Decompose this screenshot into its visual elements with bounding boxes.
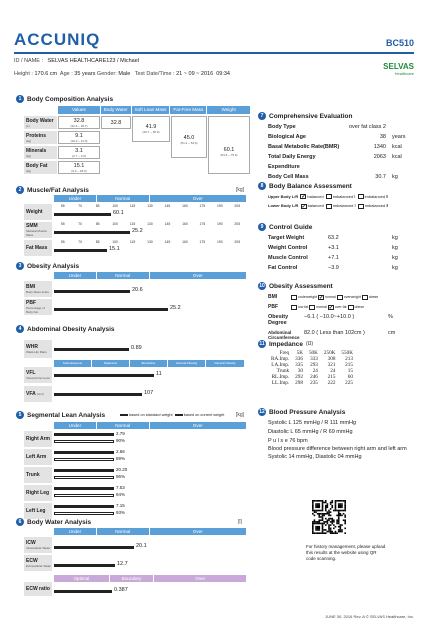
impedance-cell: 215 <box>345 362 353 368</box>
impedance-cell: 215 <box>327 374 336 380</box>
segment-kg-value: 2.66 <box>116 449 125 454</box>
id-label: ID / NAME : <box>14 58 44 64</box>
section-title: Segmental Lean Analysis <box>27 411 106 419</box>
weight-range: (54.6 ~ 75.6) <box>220 153 238 157</box>
test-value: 21 ~ 09 ~ 2016 <box>176 71 214 77</box>
slm-value: 41.9 <box>145 124 157 130</box>
segment-bar-current <box>54 512 114 515</box>
segmental-legend: based on standard weight based on current weight <box>120 413 224 417</box>
bp-systolic: Systolic L 125 mmHg / R 111 mmHg <box>268 420 356 426</box>
impedance-cell: 213 <box>345 356 353 362</box>
water-value: 12.7 <box>117 561 128 567</box>
impedance-cell: RA.Imp. <box>271 356 290 362</box>
impedance-cell: 246 <box>310 374 318 380</box>
obesity-bar-area <box>54 281 246 297</box>
balance-upper: Upper Body L/R ✔ balanced imbalanced Ⅰ imbalanced Ⅱ <box>258 194 414 199</box>
segment-kg-value: 7.53 <box>116 485 125 490</box>
age-unit: years <box>81 71 96 77</box>
impedance-cell: 24 <box>330 368 336 374</box>
comp-unit: kcal <box>392 154 402 160</box>
control-unit: kg <box>392 265 398 271</box>
segmental-unit: [kg] <box>236 412 245 418</box>
impedance-cell: 336 <box>295 356 303 362</box>
comp-label: Biological Age <box>268 134 306 140</box>
muscle-fat-bar-area <box>54 204 246 220</box>
segment-bar-standard <box>54 505 114 508</box>
segment-percent-value: 96% <box>116 474 126 479</box>
muscle-fat-value: 25.2 <box>132 228 143 234</box>
vfa-value: 107 <box>144 390 154 396</box>
water-unit: [l] <box>238 519 242 525</box>
comp-row <box>268 122 414 132</box>
obesity-bar-area <box>54 299 246 315</box>
water-row <box>24 537 246 553</box>
section-title: Obesity Analysis <box>27 262 80 270</box>
weight-value: 60.1 <box>223 147 235 153</box>
ecw-ratio-label: ECW ratio <box>24 582 52 596</box>
section-number: 2 <box>16 186 24 194</box>
comp-unit: years <box>392 134 406 140</box>
obesity-value: 25.2 <box>170 305 181 311</box>
obesity-bar <box>54 308 168 311</box>
impedance-cell: 308 <box>327 356 336 362</box>
control-label: Muscle Control <box>268 255 308 261</box>
body-comp-row-value: 3.1 (2.7 ~ 3.6) <box>58 146 100 159</box>
balance-lower: Lower Body L/R ✔ balanced imbalanced Ⅰ imbalanced Ⅱ <box>258 203 414 208</box>
segment-bar-current <box>54 494 114 497</box>
control-row <box>268 233 414 243</box>
vfa-row <box>24 386 246 402</box>
whr-value: 0.89 <box>131 345 142 351</box>
test-label: Test Date/Time : <box>134 71 175 77</box>
qr-code <box>312 500 346 534</box>
zone-over: Over <box>150 272 246 279</box>
segment-kg-value: 7.15 <box>116 503 125 508</box>
header-rule <box>14 52 414 54</box>
impedance-cell: 225 <box>345 380 353 386</box>
segment-row <box>24 449 246 465</box>
whr-bar-area <box>54 340 246 358</box>
control-label: Target Weight <box>268 235 305 241</box>
upper-balanced-checkbox[interactable] <box>300 194 306 199</box>
body-comp-row <box>24 161 100 174</box>
comp-label: Basal Metabolic Rate(BMR) <box>268 144 340 150</box>
impedance-cell: 15 <box>347 368 353 374</box>
comp-row <box>268 132 414 142</box>
ffm-value: 45.0 <box>183 135 195 141</box>
segment-bar-area <box>54 431 246 447</box>
section-comprehensive-title: 7 Comprehensive Evaluation <box>258 112 414 120</box>
impedance-cell: 235 <box>310 380 318 386</box>
water-row <box>24 555 246 571</box>
segment-bar-current <box>54 476 114 479</box>
footer-text: JUNE 30, 2016 Rev. A © SELVAS Healthcare, Inc. <box>325 614 414 619</box>
control-value: +3.1 <box>328 245 339 251</box>
muscle-fat-label: Fat Mass <box>24 240 52 256</box>
comp-unit <box>392 122 414 132</box>
impedance-cell: 293 <box>310 362 318 368</box>
impedance-table <box>268 350 356 386</box>
segment-label: Left Arm <box>24 449 52 465</box>
vfa-label: VFA (cm²) <box>24 386 52 402</box>
height-unit: cm <box>49 71 58 77</box>
muscle-fat-bar-area <box>54 240 246 256</box>
body-comp-row-label: Body Water (L) <box>24 116 57 129</box>
segmental-chart <box>24 422 246 519</box>
impedance-header: 5K <box>296 350 303 356</box>
section-muscle-fat-title <box>16 186 89 194</box>
zone-over: Over <box>150 195 246 202</box>
impedance-header: 50K <box>308 350 318 356</box>
water-chart: Under Normal Over ICW Intracellular Water 20.1 ECW Extracellular Water 12.7 Optimal Boundary Over ECW ratio 0.387 <box>24 528 246 596</box>
segment-bar-current <box>54 458 114 461</box>
obesity-bar <box>54 290 130 293</box>
zone-header: Under Normal Over <box>54 422 246 429</box>
zone-header <box>54 195 246 202</box>
section-title: Body Water Analysis <box>27 518 92 526</box>
brand-selvas <box>383 62 414 76</box>
section-obesity-title <box>16 262 79 270</box>
gender-value: Male <box>118 71 131 77</box>
segment-row <box>24 467 246 483</box>
segment-bar-standard <box>54 487 114 490</box>
obesity-label: BMI Body Mass Index <box>24 281 52 297</box>
obesity-value: 20.6 <box>132 287 143 293</box>
control-value: 63.2 <box>328 235 339 241</box>
id-value: SELVAS HEALTHCARE123 / Michael <box>47 58 140 64</box>
vfl-value: 11 <box>156 371 162 377</box>
ecw-ratio-value: 0.387 <box>114 587 128 593</box>
col-values: Values <box>58 106 100 114</box>
section-title: Abdominal Obesity Analysis <box>27 325 115 333</box>
muscle-fat-bar-area <box>54 222 246 238</box>
impedance-cell: RL.Imp. <box>271 374 290 380</box>
whr-label: WHR Waist-Hip Ratio <box>24 340 52 358</box>
vfl-bar <box>54 374 154 377</box>
segment-bar-area <box>54 449 246 465</box>
control-section: 9 Control Guide Target Weight 63.2 kg Weight Control +3.1 kg Muscle Control +7.1 kg Fat Control −3.9 kg <box>258 223 414 273</box>
segment-row <box>24 503 246 519</box>
qr-text: For history management, please upload this results at the website using QR code scanning. <box>306 544 386 561</box>
comp-value: 1340 <box>373 144 386 150</box>
impedance-header: 250K <box>323 350 336 356</box>
comp-unit: kcal <box>392 144 402 150</box>
muscle-fat-scale: 55 70 85 100 115 130 145 160 175 190 205 <box>60 240 241 244</box>
impedance-cell: 333 <box>310 356 318 362</box>
muscle-fat-bar <box>54 231 130 234</box>
impedance-cell: 321 <box>327 362 336 368</box>
muscle-fat-value: 60.1 <box>113 210 124 216</box>
impedance-header: 550K <box>341 350 353 356</box>
section-title: Body Composition Analysis <box>27 95 114 103</box>
control-unit: kg <box>392 245 398 251</box>
control-row <box>268 263 414 273</box>
weight-cell <box>208 116 250 174</box>
body-comp-table <box>24 106 250 174</box>
ffm-cell <box>171 116 207 158</box>
section-segmental-title <box>16 411 105 419</box>
impedance-cell: Trunk <box>276 368 290 374</box>
body-comp-row <box>24 116 100 129</box>
section-number: 6 <box>16 518 24 526</box>
water-bar-area <box>54 537 246 553</box>
water-cell: 32.8 <box>101 116 131 129</box>
muscle-fat-value: 15.1 <box>109 246 120 252</box>
id-line <box>14 58 139 64</box>
water-bar <box>54 564 115 567</box>
slm-cell <box>132 116 170 142</box>
muscle-fat-row <box>24 204 246 220</box>
ecw-ratio-row <box>24 582 246 596</box>
comprehensive-section <box>258 112 414 182</box>
section-title: Muscle/Fat Analysis <box>27 186 89 194</box>
body-comp-row-value: 32.8 (32.4 ~ 39.7) <box>58 116 100 129</box>
model-name: BC510 <box>385 38 414 48</box>
segment-label: Trunk <box>24 467 52 483</box>
section-number: 3 <box>16 262 24 270</box>
impedance-cell: 30 <box>297 368 303 374</box>
muscle-fat-bar <box>54 249 107 252</box>
control-label: Fat Control <box>268 265 298 271</box>
water-bar-area <box>54 555 246 571</box>
impedance-row <box>268 380 356 386</box>
muscle-fat-row <box>24 240 246 256</box>
vfa-bar <box>54 393 142 396</box>
age-value: 35 <box>74 71 81 77</box>
muscle-fat-chart <box>24 195 246 256</box>
water-value: 20.1 <box>136 543 147 549</box>
control-value: +7.1 <box>328 255 339 261</box>
comp-value: 2063 <box>373 154 386 160</box>
segment-percent-value: 89% <box>116 456 126 461</box>
body-comp-row-label: Proteins (kg) <box>24 131 57 144</box>
impedance-cell: 222 <box>327 380 336 386</box>
water-label: ICW Intracellular Water <box>24 537 52 553</box>
muscle-fat-unit: [kg] <box>236 187 245 193</box>
impedance-cell: 335 <box>295 362 303 368</box>
control-unit: kg <box>392 235 398 241</box>
lower-balanced-checkbox[interactable] <box>301 204 307 209</box>
muscle-fat-bar <box>54 213 111 216</box>
muscle-fat-row <box>24 222 246 238</box>
comp-row <box>268 172 414 182</box>
comp-value: 30.7 <box>375 174 386 180</box>
body-comp-row-value: 9.1 (10.0 ~ 11.0) <box>58 131 100 144</box>
whr-row <box>24 340 246 358</box>
bp-diff-label: Blood pressure difference between right arm and left arm <box>268 446 407 452</box>
comp-label: Total Daily Energy Expenditure <box>268 154 316 170</box>
obesity-label: PBF Percentage of Body Fat <box>24 299 52 315</box>
impedance-cell: 292 <box>295 374 303 380</box>
zone-under: Under <box>54 272 96 279</box>
obesity-row <box>24 281 246 297</box>
age-label: Age : <box>59 71 73 77</box>
muscle-fat-scale: 55 70 85 100 115 130 145 160 175 190 205 <box>60 204 241 208</box>
impedance-cell: LL.Imp. <box>271 380 290 386</box>
segment-bar-standard <box>54 451 114 454</box>
bp-diff-value: Systolic 14 mmHg, Diastolic 04 mmHg <box>268 454 362 460</box>
body-comp-header <box>58 106 250 114</box>
slm-range: (46.7 ~ 50.9) <box>142 130 160 134</box>
water-bar <box>54 546 134 549</box>
comp-unit: kg <box>392 174 398 180</box>
segment-label: Right Arm <box>24 431 52 447</box>
segment-bar-area <box>54 503 246 519</box>
section-body-comp-title <box>16 95 113 103</box>
brand-sub: Healthcare <box>394 71 414 76</box>
impedance-cell: 298 <box>295 380 303 386</box>
control-value: −3.9 <box>328 265 339 271</box>
bp-pulse: P u l s e 76 bpm <box>268 438 308 444</box>
segment-kg-value: 2.79 <box>116 431 125 436</box>
segment-bar-standard <box>54 469 114 472</box>
muscle-fat-label: SMM Skeletal Muscle Mass <box>24 222 52 238</box>
water-label: ECW Extracellular Water <box>24 555 52 571</box>
control-row <box>268 253 414 263</box>
segment-kg-value: 20.20 <box>116 467 128 472</box>
section-number: 4 <box>16 325 24 333</box>
obesity-chart <box>24 272 246 315</box>
comp-row <box>268 142 414 152</box>
gender-label: Gender: <box>96 71 117 77</box>
impedance-cell: 24 <box>312 368 318 374</box>
body-comp-row-label: Body Fat (kg) <box>24 161 57 174</box>
comp-label: Body Type <box>268 124 296 130</box>
zone-header <box>54 272 246 279</box>
muscle-fat-scale: 55 70 85 100 115 130 145 160 175 190 205 <box>60 222 241 226</box>
zone-normal: Normal <box>97 195 149 202</box>
segment-row <box>24 431 246 447</box>
vfl-zones: Subcutaneous Balanced Borderline Visceral Obesity Visceral Obesity <box>54 360 246 367</box>
brand-name: SELVAS <box>383 62 414 71</box>
comp-label: Body Cell Mass <box>268 174 309 180</box>
col-water: Body Water <box>101 106 131 114</box>
body-comp-row-label: Minerals (kg) <box>24 146 57 159</box>
obesity-row <box>24 299 246 315</box>
ffm-range: (51.2 ~ 54.6) <box>180 141 198 145</box>
muscle-fat-label: Weight <box>24 204 52 220</box>
segment-bar-current <box>54 440 114 443</box>
impedance-header: Freq <box>279 350 290 356</box>
segment-bar-area <box>54 467 246 483</box>
test-time: 09:34 <box>216 71 230 77</box>
body-comp-row <box>24 146 100 159</box>
segment-percent-value: 90% <box>116 438 126 443</box>
section-abdominal-title <box>16 325 115 333</box>
brand-logo: ACCUNIQ <box>14 30 101 49</box>
zone-normal: Normal <box>97 272 149 279</box>
impedance-cell: LA.Imp. <box>271 362 290 368</box>
comp-row <box>268 152 414 172</box>
zone-under: Under <box>54 195 96 202</box>
section-number: 5 <box>16 411 24 419</box>
abdominal-chart <box>24 340 246 402</box>
body-comp-row <box>24 131 100 144</box>
body-comp-row-value: 15.1 (9.0 ~ 18.0) <box>58 161 100 174</box>
whr-bar <box>54 348 129 351</box>
height-label: Height : <box>14 71 33 77</box>
col-ffm: Fat-Free Mass <box>170 106 206 114</box>
comp-value: over fat class 2 <box>349 124 386 130</box>
comp-value: 38 <box>379 134 386 140</box>
bp-diastolic: Diastolic L 65 mmHg / R 69 mmHg <box>268 429 353 435</box>
segment-bar-area <box>54 485 246 501</box>
segment-percent-value: 93% <box>116 510 126 515</box>
section-number: 1 <box>16 95 24 103</box>
height-line <box>14 71 230 77</box>
vfl-row <box>24 367 246 383</box>
impedance-section: 11 Impedance (Ω) Freq 5K 50K 250K 550K RA.Imp. 336 333 308 213 LA.Imp. 335 293 321 215 Trunk 30 24 24 15 RL.Imp. 292 246 215 60 LL.Imp. 298 235 222 225 <box>258 340 414 386</box>
height-value: 170.6 <box>34 71 49 77</box>
obesity-assessment-section: 10 Obesity Assessment BMI underweight ✔ normal overweight obese PBF low fat normal ✔ over fat obese Obesity Degree −6.1 ( −10.0~+10.0 ) % Abdominal Circumference 82.0 ( Less than 102cm ) cm <box>258 282 414 340</box>
segment-label: Left Leg <box>24 503 52 519</box>
control-unit: kg <box>392 255 398 261</box>
col-weight: Weight <box>207 106 250 114</box>
section-water-title <box>16 518 91 526</box>
segment-row <box>24 485 246 501</box>
balance-section: 8 Body Balance Assessment Upper Body L/R ✔ balanced imbalanced Ⅰ imbalanced Ⅱ Lower Body L/R ✔ balanced imbalanced Ⅰ imbalanced Ⅱ <box>258 182 414 209</box>
control-row <box>268 243 414 253</box>
segment-label: Right Leg <box>24 485 52 501</box>
segment-percent-value: 94% <box>116 492 126 497</box>
ecw-ratio-bar <box>54 590 112 593</box>
blood-section: 12 Blood Pressure Analysis Systolic L 125 mmHg / R 111 mmHg Diastolic L 65 mmHg / R 69 mmHg P u l s e 76 bpm Blood pressure difference between right arm and left arm Systolic 14 mmHg, Diastolic 04 mmHg <box>258 408 414 462</box>
vfl-label: VFL Visceral Fat Level <box>24 367 52 383</box>
col-slm: Soft Lean Mass <box>132 106 170 114</box>
segment-bar-standard <box>54 433 114 436</box>
impedance-cell: 60 <box>347 374 353 380</box>
control-label: Weight Control <box>268 245 308 251</box>
